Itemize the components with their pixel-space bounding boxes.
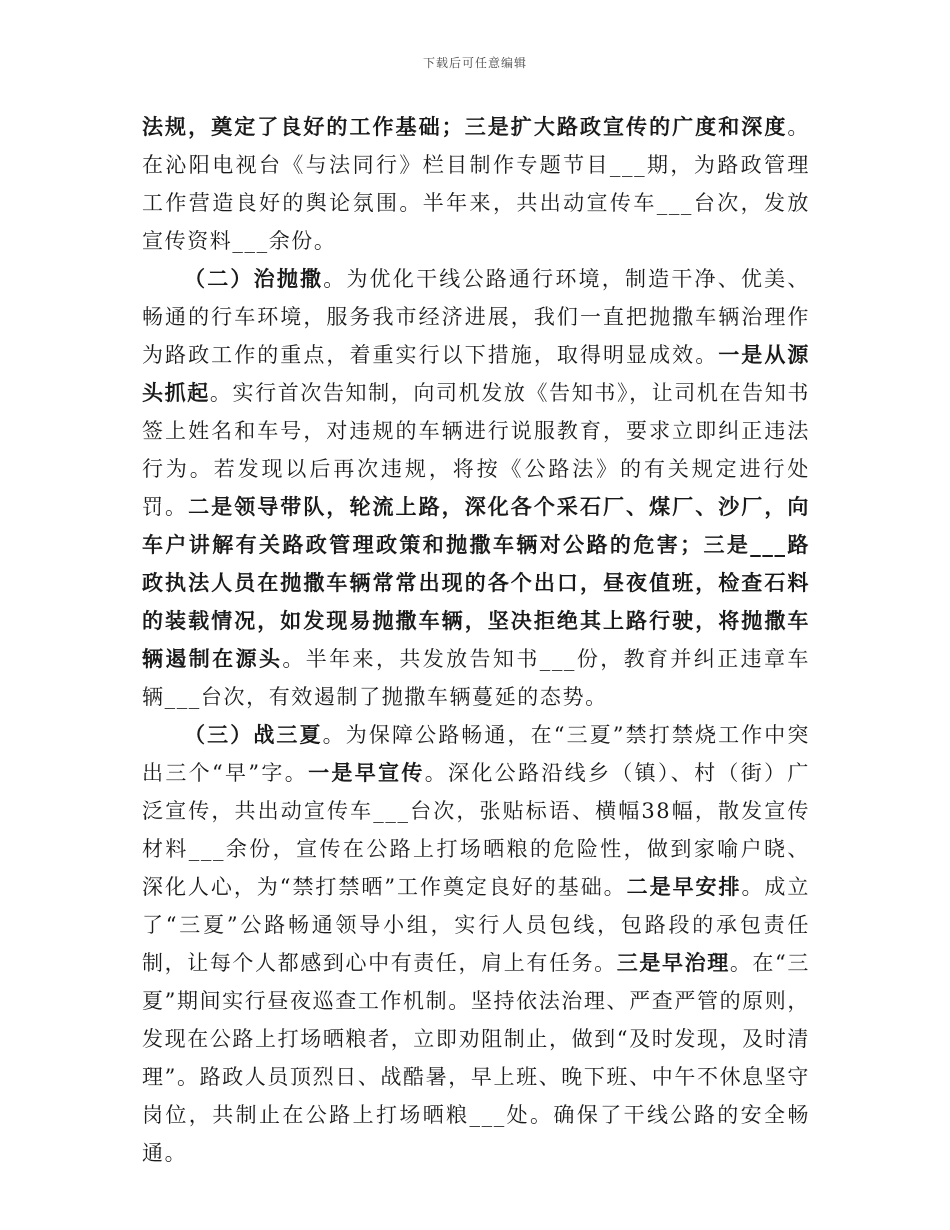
bold-text: 一是从源头抓起 (142, 342, 810, 405)
paragraph-scatter-control (142, 260, 810, 716)
body-text: 。在沁阳电视台《与法同行》栏目制作专题节目___期，为路政管理工作营造良好的舆论氛围。半年来，共出动宣传车___台次，发放宣传资料___余份。 (142, 115, 810, 253)
body-text: 。深化公路沿线乡（镇）、村（街）广泛宣传，共出动宣传车___台次，张贴标语、横幅38幅，散发宣传材料___余份，宣传在公路上打场晒粮的危险性，做到家喻户晓、深化人心，为“禁打禁晒”工作奠定良好的基础。 (142, 761, 810, 899)
section-heading: （三）战三夏 (184, 722, 323, 747)
bold-text: 一是早宣传 (308, 760, 425, 785)
section-heading: （二）治抛撒 (184, 266, 324, 291)
bold-text: 三是早治理 (616, 950, 730, 975)
document-body (142, 108, 810, 1172)
page-header: 下载后可任意编辑 (422, 56, 527, 70)
body-text: 。成立了“三夏”公路畅通领导小组，实行人员包线，包路段的承包责任制，让每个人都感到心中有责任，肩上有任务。 (142, 875, 810, 975)
body-text: 。为优化干线公路通行环境，制造干净、优美、畅通的行车环境，服务我市经济进展，我们一直把抛撒车辆治理作为路政工作的重点，着重实行以下措施，取得明显成效。 (142, 267, 810, 367)
bold-text: 二是领导带队，轮流上路，深化各个采石厂、煤厂、沙厂，向车户讲解有关路政管理政策和抛撒车辆对公路的危害；三是___路政执法人员在抛撒车辆常常出现的各个出口，昼夜值班，检查石料的装载情况，如发现易抛撒车辆，坚决拒绝其上路行驶，将抛撒车辆遏制在源头 (142, 494, 811, 671)
paragraph-three-summer (142, 716, 810, 1172)
body-text: 。为保障公路畅通，在“三夏”禁打禁烧工作中突出三个“早”字。 (142, 723, 810, 785)
body-text: 。在“三夏”期间实行昼夜巡查工作机制。坚持依法治理、严查严管的原则，发现在公路上打场晒粮者，立即劝阻制止，做到“及时发现，及时清理”。路政人员顶烈日、战酷暑，早上班、晚下班、中午不休息坚守岗位，共制止在公路上打场晒粮___处。确保了干线公路的安全畅通。 (142, 951, 810, 1165)
body-text: 。实行首次告知制，向司机发放《告知书》，让司机在告知书签上姓名和车号，对违规的车辆进行说服教育，要求立即纠正违法行为。若发现以后再次违规，将按《公路法》的有关规定进行处罚。 (142, 381, 810, 519)
paragraph-publicity (142, 108, 810, 260)
bold-text: 法规，奠定了良好的工作基础；三是扩大路政宣传的广度和深度 (142, 114, 788, 139)
body-text: 。半年来，共发放告知书___份，教育并纠正违章车辆___台次，有效遏制了抛撒车辆蔓延的态势。 (142, 647, 810, 709)
bold-text: 二是早安排 (626, 874, 742, 899)
